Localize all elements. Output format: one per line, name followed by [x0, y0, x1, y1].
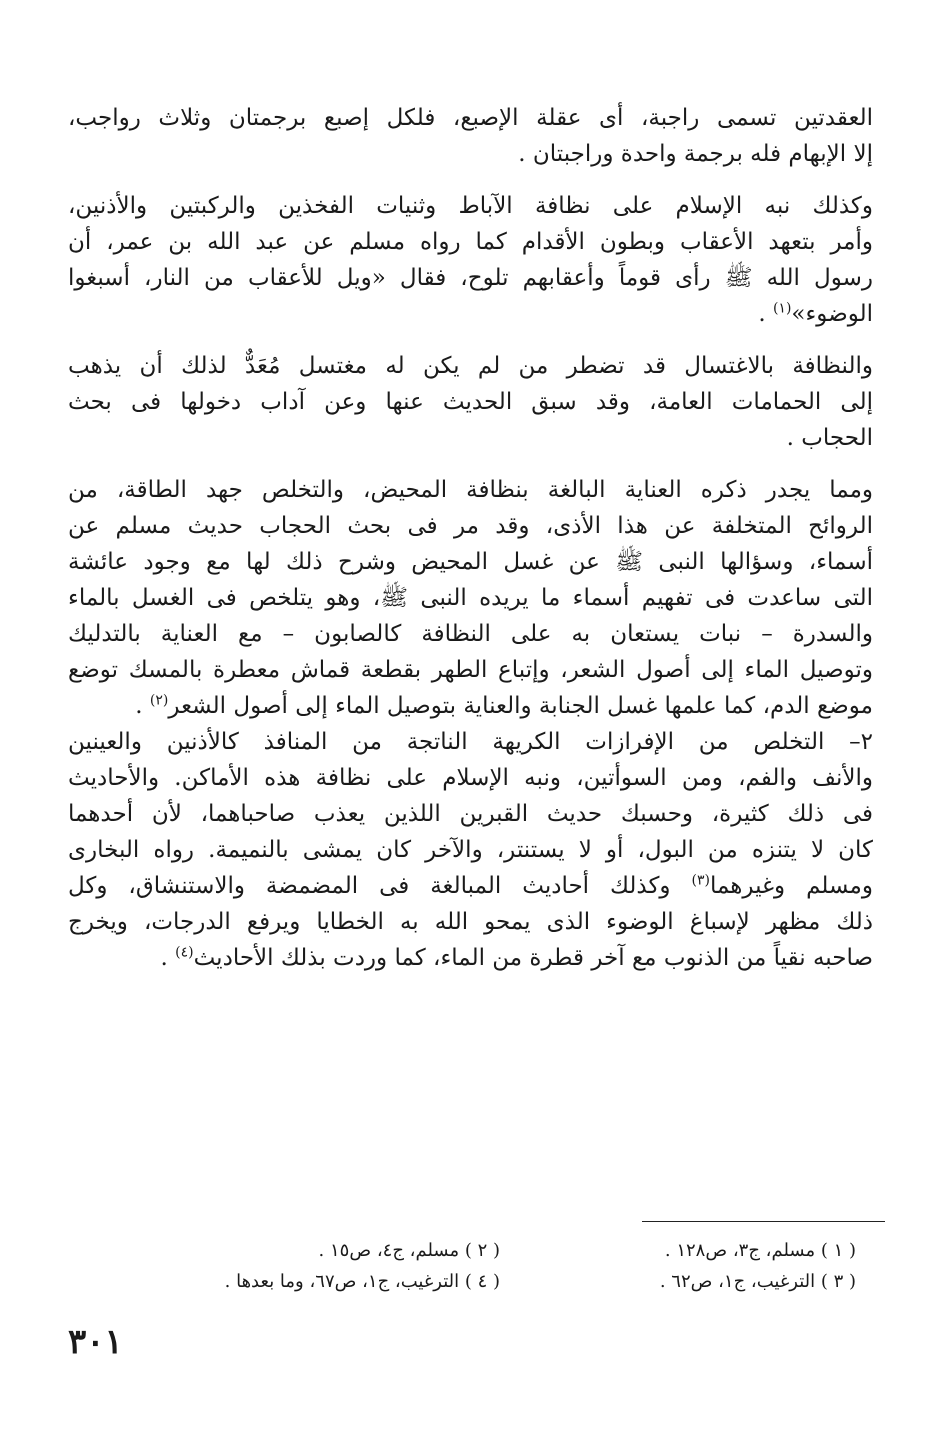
text-line-15: وتوصيل الماء إلى أصول الشعر، وإتباع الطهر بقطعة قماش معطرة بالمسك توضع	[68, 657, 873, 683]
text-line-3: وكذلك نبه الإسلام على نظافة الآباط وثنيات الفخذين والركبتين والأذنين،	[68, 193, 873, 219]
footnote-2: ( ٢ ) مسلم، ج٤، ص١٥ .	[318, 1240, 500, 1261]
text-line-11: الروائح المتخلفة عن هذا الأذى، وقد مر فى بحث الحجاب حديث مسلم عن	[68, 513, 873, 539]
footnote-ref-4: (٤)	[175, 944, 194, 961]
main-text	[68, 100, 873, 976]
footnote-1: ( ١ ) مسلم، ج٣، ص١٢٨ .	[664, 1240, 856, 1261]
text-line-9: الحجاب .	[786, 425, 873, 451]
text-line-5: رسول الله ﷺ رأى قوماً وأعقابهم تلوح، فقال «ويل للأعقاب من النار، أسبغوا	[68, 265, 873, 291]
period-1: .	[758, 301, 773, 327]
text-line-19: فى ذلك كثيرة، وحسبك حديث القبرين اللذين يعذب صاحباهما، لأن أحدهما	[68, 801, 873, 827]
text-line-18: والأنف والفم، ومن السوأتين، ونبه الإسلام على نظافة هذه الأماكن. والأحاديث	[68, 765, 873, 791]
text-line-10: ومما يجدر ذكره العناية البالغة بنظافة المحيض، والتخلص جهد الطاقة، من	[68, 477, 873, 503]
paragraph-gap	[68, 172, 873, 188]
footnote-ref-3: (٣)	[691, 872, 710, 889]
text-line-12: أسماء، وسؤالها النبى ﷺ عن غسل المحيض وشرح ذلك لها مع وجود عائشة	[68, 549, 873, 575]
text-line-1: العقدتين تسمى راجبة، أى عقلة الإصبع، فلكل إصبع برجمتان وثلاث رواجب،	[68, 105, 873, 131]
text-line-6	[68, 296, 873, 332]
text-line-13: التى ساعدت فى تفهيم أسماء ما يريده النبى ﷺ، وهو يتلخص فى الغسل بالماء	[68, 585, 873, 611]
text-line-8: إلى الحمامات العامة، وقد سبق الحديث عنها وعن آداب دخولها فى بحث	[68, 389, 873, 415]
text-line-20: كان لا يتنزه من البول، أو لا يستنتر، والآخر كان يمشى بالنميمة. رواه البخارى	[68, 837, 873, 863]
text-line-21-start: ومسلم وغيرهما	[709, 873, 873, 899]
text-line-2: إلا الإبهام فله برجمة واحدة وراجبتان .	[518, 141, 873, 167]
text-line-6-words: الوضوء»	[791, 301, 873, 327]
text-line-17: ٢– التخلص من الإفرازات الكريهة الناتجة من المنافذ كالأذنين والعينين	[68, 729, 873, 755]
text-line-23	[68, 940, 873, 976]
footnote-divider	[642, 1221, 885, 1222]
text-line-21	[68, 868, 873, 904]
period-2: .	[135, 693, 150, 719]
paragraph-gap	[68, 332, 873, 348]
footnote-ref-2: (٢)	[149, 692, 169, 709]
text-line-7: والنظافة بالاغتسال قد تضطر من لم يكن له مغتسل مُعَدٌّ لذلك أن يذهب	[68, 353, 873, 379]
text-line-22: ذلك مظهر لإسباغ الوضوء الذى يمحو الله به الخطايا ويرفع الدرجات، ويخرج	[68, 909, 873, 935]
period-4: .	[160, 945, 176, 971]
paragraph-gap	[68, 456, 873, 472]
text-line-4: وأمر بتعهد الأعقاب وبطون الأقدام كما رواه مسلم عن عبد الله بن عمر، أن	[68, 229, 873, 255]
text-line-16-words: موضع الدم، كما علمها غسل الجنابة والعناية بتوصيل الماء إلى أصول الشعر	[168, 693, 873, 719]
footnote-ref-1: (١)	[772, 300, 792, 317]
footnote-4: ( ٤ ) الترغيب، ج١، ص٦٧، وما بعدها .	[224, 1271, 500, 1292]
text-line-16	[68, 688, 873, 724]
page-number: ٣٠١	[68, 1322, 123, 1362]
text-line-21-end: وكذلك أحاديث المبالغة فى المضمضة والاستنشاق، وكل	[68, 873, 671, 899]
text-line-14: والسدرة – نبات يستعان به على النظافة كالصابون – مع العناية بالتدليك	[68, 621, 873, 647]
text-line-23-words: صاحبه نقياً من الذنوب مع آخر قطرة من الماء، كما وردت بذلك الأحاديث	[193, 945, 873, 971]
footnote-3: ( ٣ ) الترغيب، ج١، ص٦٢ .	[659, 1271, 856, 1292]
